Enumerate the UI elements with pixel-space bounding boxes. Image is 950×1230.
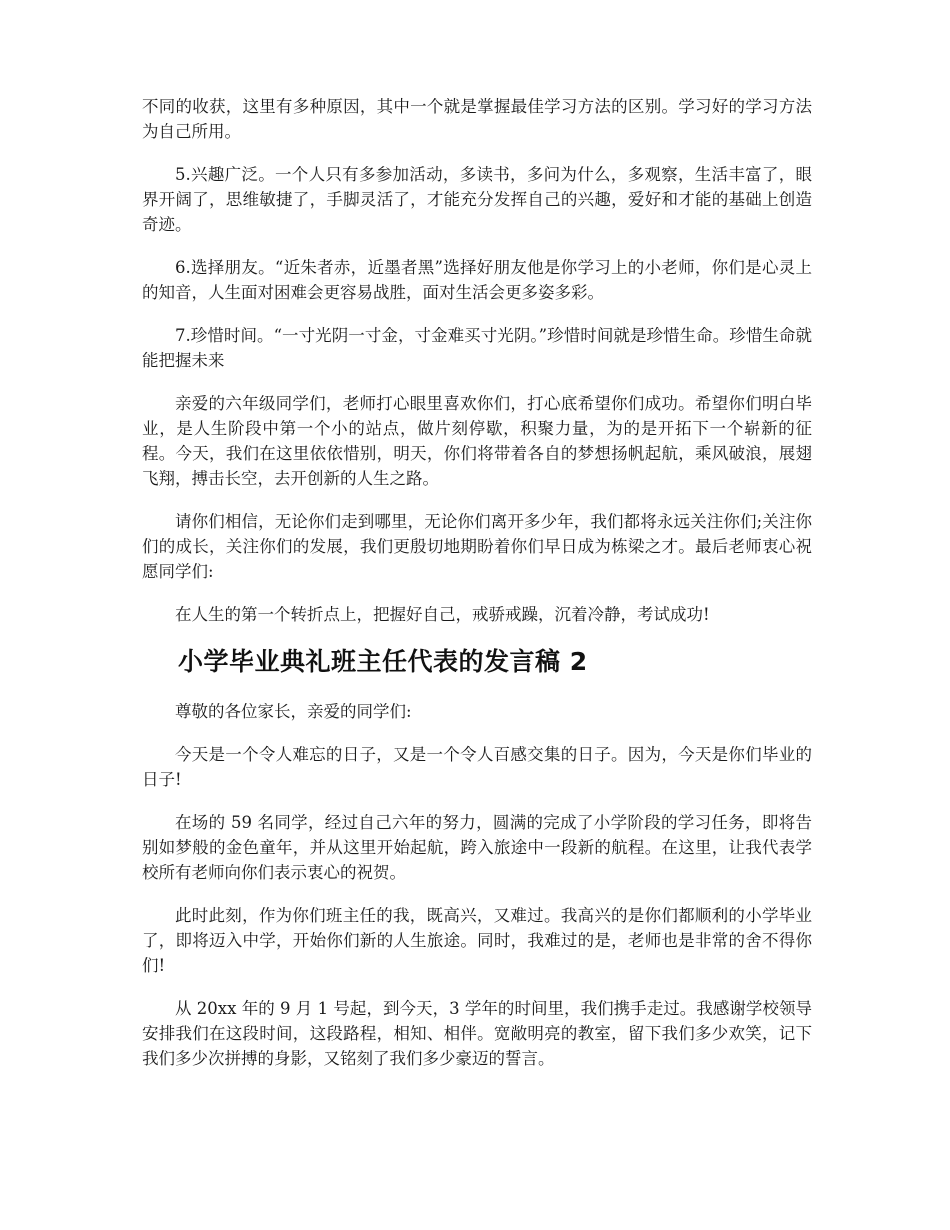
paragraph-tip-6: 6.选择朋友。“近朱者赤，近墨者黑”选择好朋友他是你学习上的小老师，你们是心灵上的知音，人生面对困难会更容易战胜，面对生活会更多姿多彩。 (142, 258, 812, 302)
paragraph-farewell: 亲爱的六年级同学们，老师打心眼里喜欢你们，打心底希望你们成功。希望你们明白毕业，是人生阶段中第一个小的站点，做片刻停歇，积聚力量，为的是开拓下一个崭新的征程。今天，我们在这里依依惜别，明天，你们将带着各自的梦想扬帆起航，乘风破浪，展翅飞翔，搏击长空，去开创新的人生之路。 (142, 394, 812, 488)
paragraph-memories: 从 20xx 年的 9 月 1 号起，到今天，3 学年的时间里，我们携手走过。我感谢学校领导安排我们在这段时间，这段路程，相知、相伴。宽敞明亮的教室，留下我们多少欢笑，记下我们多少次拼搏的身影，又铭刻了我们多少豪迈的誓言。 (142, 999, 812, 1068)
document-body (142, 94, 812, 1089)
paragraph-greeting: 尊敬的各位家长，亲爱的同学们: (175, 702, 412, 721)
paragraph-feelings: 此时此刻，作为你们班主任的我，既高兴，又难过。我高兴的是你们都顺利的小学毕业了，即将迈入中学，开始你们新的人生旅途。同时，我难过的是，老师也是非常的舍不得你们! (142, 906, 812, 975)
paragraph-today: 今天是一个令人难忘的日子，又是一个令人百感交集的日子。因为，今天是你们毕业的日子! (142, 745, 812, 789)
section-heading: 小学毕业典礼班主任代表的发言稿 2 (178, 647, 588, 676)
paragraph-blessing: 在人生的第一个转折点上，把握好自己，戒骄戒躁，沉着冷静，考试成功! (175, 605, 710, 624)
paragraph-wishes: 请你们相信，无论你们走到哪里，无论你们离开多少年，我们都将永远关注你们;关注你们的成长，关注你们的发展，我们更殷切地期盼着你们早日成为栋梁之才。最后老师衷心祝愿同学们: (142, 512, 812, 581)
paragraph-tip-5: 5.兴趣广泛。一个人只有多参加活动，多读书，多问为什么，多观察，生活丰富了，眼界开阔了，思维敏捷了，手脚灵活了，才能充分发挥自己的兴趣，爱好和才能的基础上创造奇迹。 (142, 165, 812, 234)
paragraph-tip-7: 7.珍惜时间。“一寸光阴一寸金，寸金难买寸光阴。”珍惜时间就是珍惜生命。珍惜生命就能把握未来 (142, 326, 812, 370)
paragraph-students: 在场的 59 名同学，经过自己六年的努力，圆满的完成了小学阶段的学习任务，即将告别如梦般的金色童年，并从这里开始起航，跨入旅途中一段新的航程。在这里，让我代表学校所有老师向你们表示衷心的祝贺。 (142, 813, 812, 882)
paragraph-continuation: 不同的收获，这里有多种原因，其中一个就是掌握最佳学习方法的区别。学习好的学习方法为自己所用。 (142, 97, 812, 141)
